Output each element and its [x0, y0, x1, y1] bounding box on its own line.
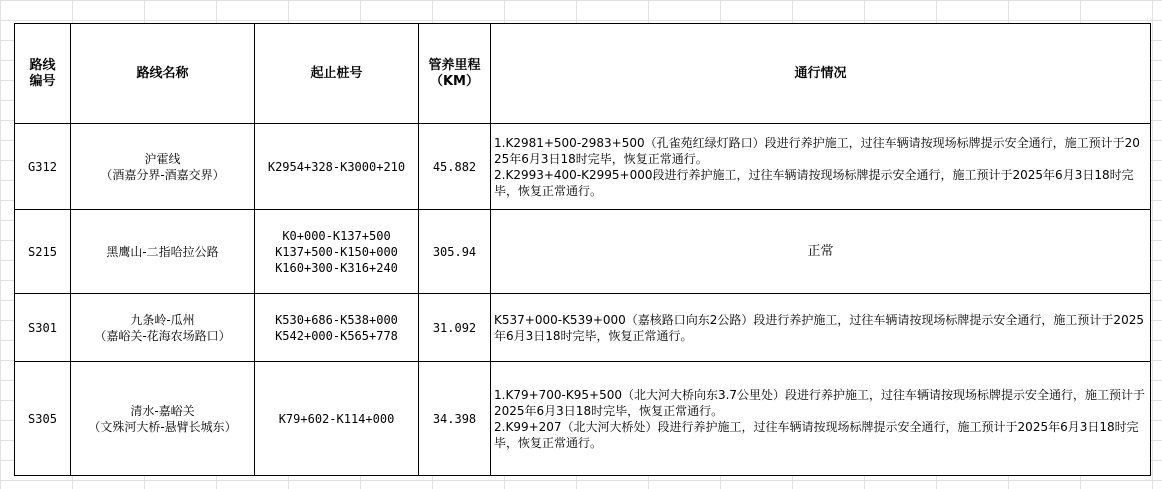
status-note: 2.K99+207（北大河大桥处）段进行养护施工，过往车辆请按现场标牌提示安全通行，施工预计于2025年6月3日18时完毕，恢复正常通行。: [494, 419, 1139, 450]
header-mileage-line1: 管养里程: [428, 57, 481, 73]
table-row: [15, 294, 1151, 362]
stake-range: K137+500-K150+000: [275, 244, 398, 259]
route-name: 清水-嘉峪关: [130, 403, 195, 418]
header-stake-range[interactable]: [255, 24, 419, 124]
route-name: 黑鹰山-二指哈拉公路: [106, 244, 219, 259]
header-route-code-line1: 路线: [29, 57, 56, 73]
status-note: K537+000-K539+000（嘉核路口向东2公路）段进行养护施工，过往车辆请按现场标牌提示安全通行，施工预计于2025年6月3日18时完毕，恢复正常通行。: [494, 312, 1144, 343]
header-traffic-status-label: 通行情况: [794, 65, 847, 81]
route-segment: （文殊河大桥-悬臂长城东）: [88, 419, 237, 434]
header-route-code[interactable]: [15, 24, 71, 124]
status-note: 2.K2993+400-K2995+000段进行养护施工，过往车辆请按现场标牌提示安全通行，施工预计于2025年6月3日18时完毕，恢复正常通行。: [494, 167, 1134, 198]
header-route-name[interactable]: [71, 24, 255, 124]
mileage-value: 45.882: [432, 159, 477, 174]
stake-range: K530+686-K538+000: [275, 312, 398, 327]
route-code-cell[interactable]: [15, 210, 71, 294]
route-segment: （酒嘉分界-酒嘉交界）: [100, 167, 225, 182]
status-note: 1.K2981+500-2983+500（孔雀苑红绿灯路口）段进行养护施工，过往车辆请按现场标牌提示安全通行，施工预计于2025年6月3日18时完毕，恢复正常通行。: [494, 135, 1140, 166]
stake-range-cell[interactable]: [255, 362, 419, 476]
header-mileage[interactable]: [419, 24, 491, 124]
route-name-cell[interactable]: [71, 294, 255, 362]
mileage-value: 305.94: [432, 244, 477, 259]
route-code: S215: [28, 244, 57, 259]
stake-range: K160+300-K316+240: [275, 260, 398, 275]
status-note: 1.K79+700-K95+500（北大河大桥向东3.7公里处）段进行养护施工，过往车辆请按现场标牌提示安全通行，施工预计于2025年6月3日18时完毕，恢复正常通行。: [494, 387, 1146, 418]
route-code: G312: [28, 159, 57, 174]
mileage-cell[interactable]: [419, 124, 491, 210]
traffic-status-cell[interactable]: [491, 294, 1151, 362]
mileage-cell[interactable]: [419, 210, 491, 294]
header-route-code-line2: 编号: [29, 73, 56, 89]
status-note: 正常: [807, 243, 834, 259]
header-stake-range-label: 起止桩号: [310, 65, 363, 81]
mileage-cell[interactable]: [419, 294, 491, 362]
route-code-cell[interactable]: [15, 294, 71, 362]
mileage-value: 31.092: [432, 320, 477, 335]
stake-range-cell[interactable]: [255, 294, 419, 362]
route-code: S301: [28, 320, 57, 335]
table-row: [15, 210, 1151, 294]
stake-range-cell[interactable]: [255, 124, 419, 210]
table-row: [15, 362, 1151, 476]
stake-range: K542+000-K565+778: [275, 328, 398, 343]
stake-range: K2954+328-K3000+210: [267, 159, 406, 174]
route-name: 沪霍线: [144, 151, 181, 166]
road-status-table: [14, 23, 1151, 476]
header-route-name-label: 路线名称: [136, 65, 189, 81]
stake-range: K0+000-K137+500: [282, 228, 391, 243]
route-name-cell[interactable]: [71, 210, 255, 294]
stake-range: K79+602-K114+000: [278, 411, 395, 426]
route-name-cell[interactable]: [71, 362, 255, 476]
route-name-cell[interactable]: [71, 124, 255, 210]
route-code-cell[interactable]: [15, 362, 71, 476]
traffic-status-cell[interactable]: [491, 124, 1151, 210]
mileage-value: 34.398: [432, 411, 477, 426]
route-code: S305: [28, 411, 57, 426]
route-code-cell[interactable]: [15, 124, 71, 210]
header-mileage-line2: （KM）: [429, 73, 479, 89]
traffic-status-cell[interactable]: [491, 362, 1151, 476]
stake-range-cell[interactable]: [255, 210, 419, 294]
route-name: 九条岭-瓜州: [130, 312, 195, 327]
header-row: [15, 24, 1151, 124]
table-row: [15, 124, 1151, 210]
mileage-cell[interactable]: [419, 362, 491, 476]
route-segment: （嘉峪关-花海农场路口）: [94, 328, 231, 343]
header-traffic-status[interactable]: [491, 24, 1151, 124]
traffic-status-cell[interactable]: [491, 210, 1151, 294]
